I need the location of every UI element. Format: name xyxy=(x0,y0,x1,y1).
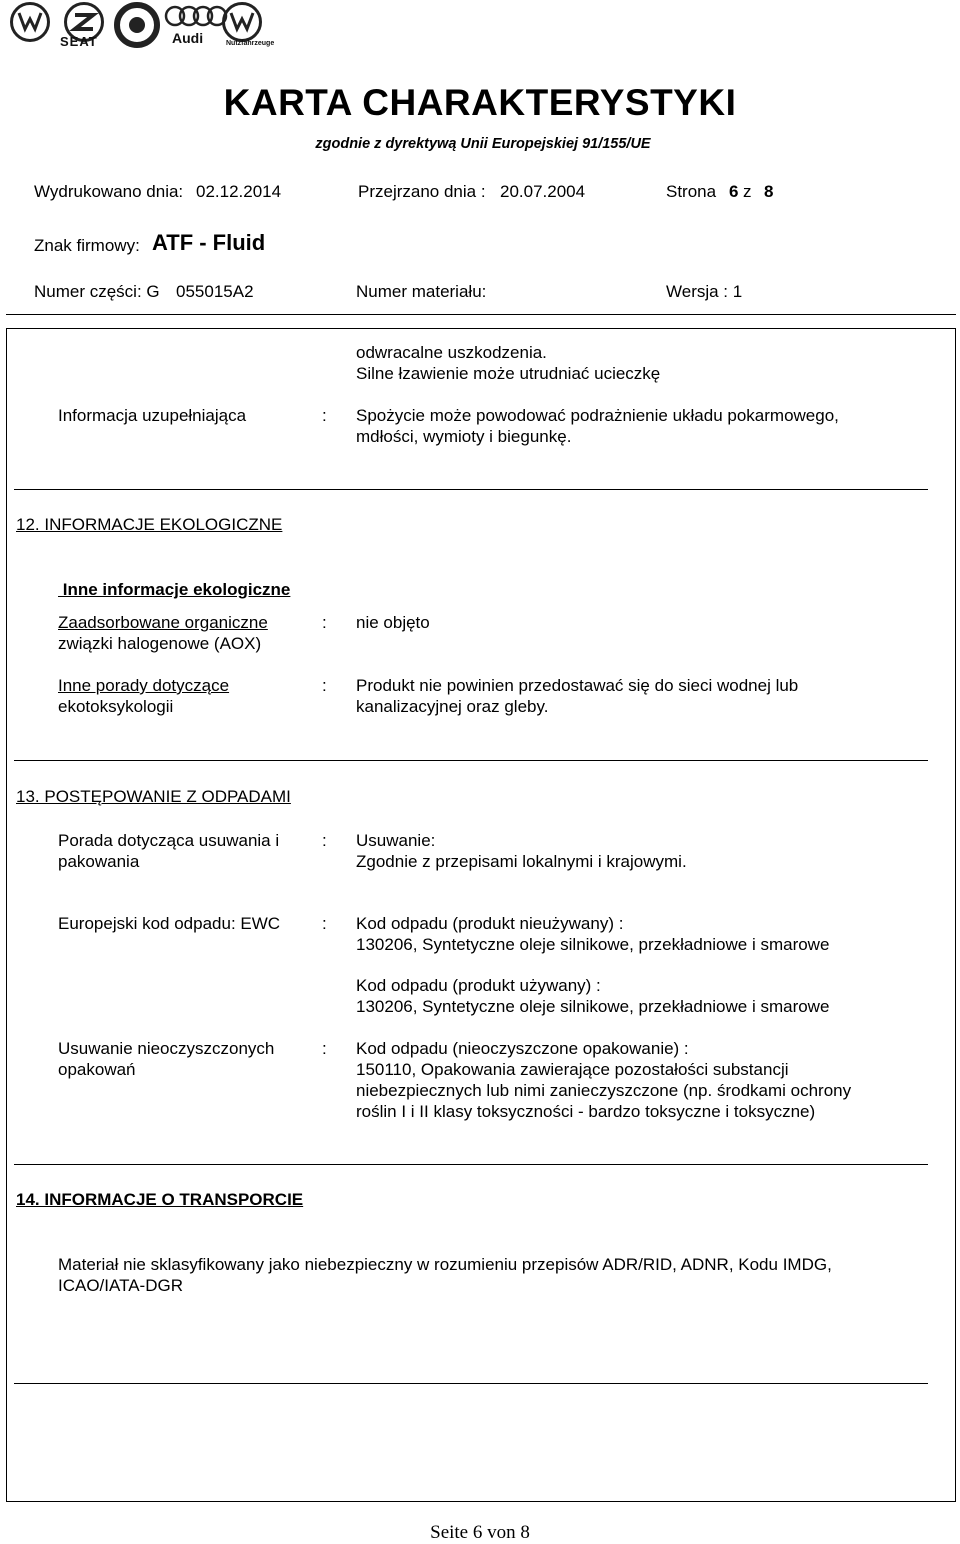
printed-date-value: 02.12.2014 xyxy=(196,182,282,201)
packaging-line-3: niebezpiecznych lub nimi zanieczyszczone (np. środkami ochrony xyxy=(356,1081,852,1100)
aox-colon: : xyxy=(322,613,327,632)
audi-logo-text: Audi xyxy=(172,30,204,46)
packaging-label-1: Usuwanie nieoczyszczonych xyxy=(58,1039,275,1058)
aox-value: nie objęto xyxy=(356,613,430,632)
material-number-label: Numer materiału: xyxy=(356,282,487,301)
section-divider-14 xyxy=(14,1164,928,1165)
info-colon: : xyxy=(322,406,327,425)
reviewed-date-value: 20.07.2004 xyxy=(500,182,586,201)
disposal-line-2: Zgodnie z przepisami lokalnymi i krajowymi. xyxy=(356,852,687,871)
page-footer: Seite 6 von 8 xyxy=(430,1522,530,1543)
disposal-label-1: Porada dotycząca usuwania i xyxy=(58,831,280,850)
eco-colon: : xyxy=(322,676,327,695)
packaging-line-4: roślin I i II klasy toksyczności - bardzo toksyczne i toksyczne) xyxy=(356,1102,816,1121)
section-divider-13 xyxy=(14,760,928,761)
packaging-colon: : xyxy=(322,1039,327,1058)
audi-rings-logo xyxy=(164,4,228,28)
nutzfahrzeuge-text: Nutzfahrzeuge xyxy=(226,40,275,47)
eco-label-1: Inne porady dotyczące xyxy=(58,676,230,695)
section-12-heading: 12. INFORMACJE EKOLOGICZNE xyxy=(16,515,283,534)
eco-line-1: Produkt nie powinien przedostawać się do sieci wodnej lub xyxy=(356,676,799,695)
vw-logo xyxy=(10,2,50,42)
eco-label-2: ekotoksykologii xyxy=(58,697,174,716)
transport-line-1: Materiał nie sklasyfikowany jako niebezpieczny w rozumieniu przepisów ADR/RID, ADNR, Kodu IMDG, xyxy=(58,1255,832,1274)
eco-subheading: Inne informacje ekologiczne xyxy=(58,580,291,599)
packaging-line-2: 150110, Opakowania zawierające pozostałości substancji xyxy=(356,1060,789,1079)
printed-date-label: Wydrukowano dnia: xyxy=(34,182,184,201)
part-number-label: Numer części: G xyxy=(34,282,160,301)
ewc-line-4: 130206, Syntetyczne oleje silnikowe, przekładniowe i smarowe xyxy=(356,997,830,1016)
page-of: z xyxy=(743,182,752,201)
seat-logo-text: SEAT xyxy=(60,34,98,49)
aox-label-1: Zaadsorbowane organiczne xyxy=(58,613,268,632)
ewc-colon: : xyxy=(322,914,327,933)
eco-line-2: kanalizacyjnej oraz gleby. xyxy=(356,697,549,716)
document-subtitle: zgodnie z dyrektywą Unii Europejskiej 91/155/UE xyxy=(315,136,651,152)
aox-label-2: związki halogenowe (AOX) xyxy=(58,634,262,653)
info-label: Informacja uzupełniająca xyxy=(58,406,247,425)
document-title: KARTA CHARAKTERYSTYKI xyxy=(223,82,737,123)
ewc-line-1: Kod odpadu (produkt nieużywany) : xyxy=(356,914,624,933)
version-label: Wersja : 1 xyxy=(666,282,743,301)
brand-label: Znak firmowy: xyxy=(34,236,140,255)
reviewed-date-label: Przejrzano dnia : xyxy=(358,182,486,201)
section-14-heading: 14. INFORMACJE O TRANSPORCIE xyxy=(16,1190,304,1209)
packaging-line-1: Kod odpadu (nieoczyszczone opakowanie) : xyxy=(356,1039,689,1058)
bottom-divider xyxy=(14,1383,928,1384)
ewc-line-3: Kod odpadu (produkt używany) : xyxy=(356,976,601,995)
packaging-label-2: opakowań xyxy=(58,1060,136,1079)
info-line-1: Spożycie może powodować podrażnienie układu pokarmowego, xyxy=(356,406,839,425)
ewc-label: Europejski kod odpadu: EWC xyxy=(58,914,281,933)
tox-line-1: odwracalne uszkodzenia. xyxy=(356,343,547,362)
page-label: Strona xyxy=(666,182,717,201)
section-13-heading: 13. POSTĘPOWANIE Z ODPADAMI xyxy=(16,787,291,806)
part-number-value: 055015A2 xyxy=(176,282,254,301)
transport-line-2: ICAO/IATA-DGR xyxy=(58,1276,183,1295)
skoda-logo xyxy=(114,2,160,48)
page-total: 8 xyxy=(764,182,774,201)
disposal-colon: : xyxy=(322,831,327,850)
header-divider xyxy=(6,314,956,315)
info-line-2: mdłości, wymioty i biegunkę. xyxy=(356,427,572,446)
disposal-line-1: Usuwanie: xyxy=(356,831,436,850)
section-divider-12 xyxy=(14,489,928,490)
ewc-line-2: 130206, Syntetyczne oleje silnikowe, przekładniowe i smarowe xyxy=(356,935,830,954)
brand-value: ATF - Fluid xyxy=(152,230,266,255)
page-number: 6 xyxy=(729,182,739,201)
disposal-label-2: pakowania xyxy=(58,852,140,871)
tox-line-2: Silne łzawienie może utrudniać ucieczkę xyxy=(356,364,661,383)
vw-nutzfahrzeuge-logo xyxy=(222,2,262,42)
